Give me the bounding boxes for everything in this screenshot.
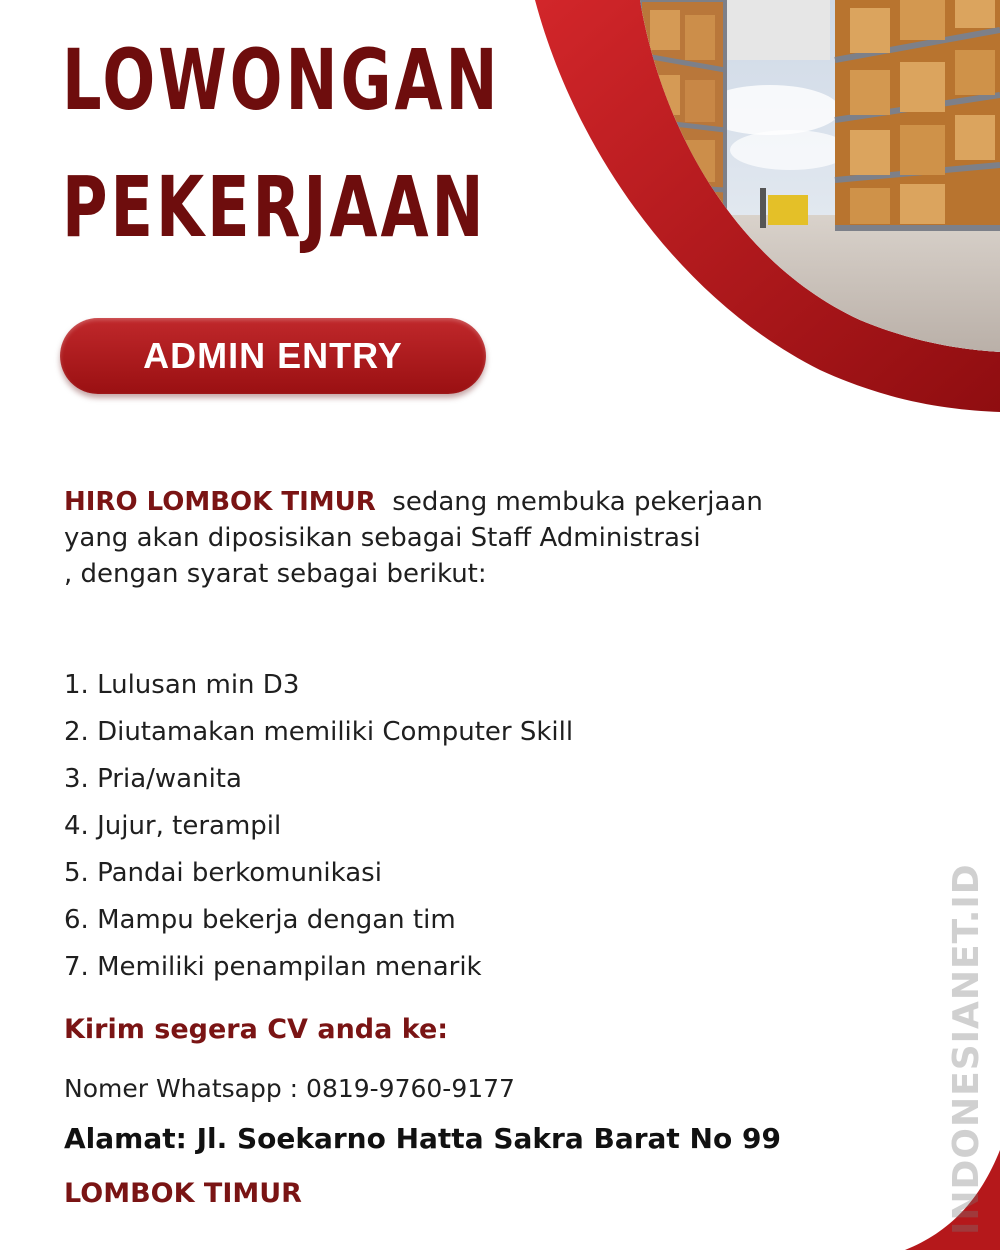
intro-line-3: , dengan syarat sebagai berikut:: [64, 559, 487, 589]
list-item: 4. Jujur, terampil: [64, 811, 282, 841]
position-label: ADMIN ENTRY: [143, 335, 403, 376]
list-item: 6. Mampu bekerja dengan tim: [64, 905, 456, 935]
company-name: HIRO LOMBOK TIMUR: [64, 487, 376, 517]
intro-line-1-rest: sedang membuka pekerjaan: [392, 487, 763, 517]
watermark: INDONESIANET.ID: [946, 863, 987, 1235]
intro-line-1: [64, 484, 763, 520]
cv-heading: Kirim segera CV anda ke:: [64, 1014, 449, 1045]
whatsapp-number: Nomer Whatsapp : 0819-9760-9177: [64, 1074, 515, 1103]
title-line-2: PEKERJAAN: [62, 158, 487, 256]
requirements-list: [64, 662, 573, 991]
city: LOMBOK TIMUR: [64, 1178, 302, 1209]
intro-line-2: yang akan diposisikan sebagai Staff Administrasi: [64, 523, 701, 553]
list-item: 2. Diutamakan memiliki Computer Skill: [64, 717, 574, 747]
title-line-1: LOWONGAN: [62, 31, 501, 129]
intro-paragraph: [64, 484, 763, 592]
list-item: 3. Pria/wanita: [64, 764, 242, 794]
list-item: 7. Memiliki penampilan menarik: [64, 952, 482, 982]
list-item: 1. Lulusan min D3: [64, 670, 300, 700]
address: Alamat: Jl. Soekarno Hatta Sakra Barat No 99: [64, 1122, 781, 1155]
list-item: 5. Pandai berkomunikasi: [64, 858, 382, 888]
position-badge: [60, 318, 486, 394]
